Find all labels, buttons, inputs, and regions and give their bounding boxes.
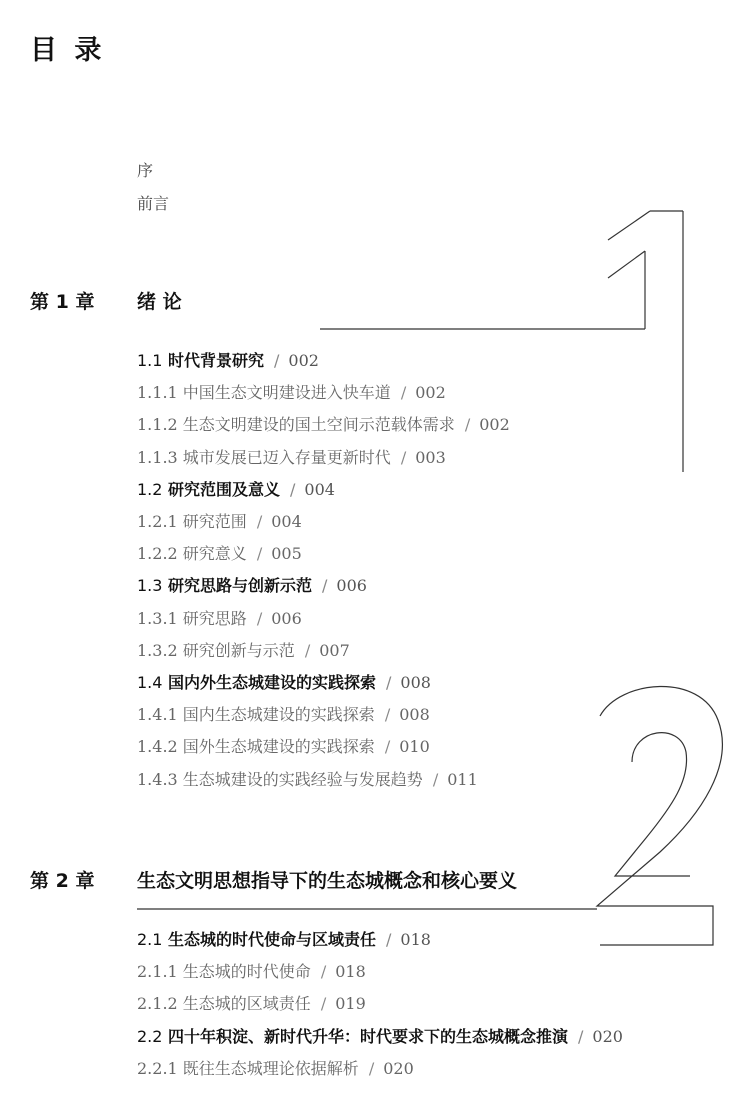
toc-entry-title: 国内生态城建设的实践探索	[177, 705, 375, 725]
chapter-2-title: 生态文明思想指导下的生态城概念和核心要义	[137, 870, 518, 892]
toc-entry-number: 2.1.2	[137, 994, 178, 1014]
toc-entry-page: 010	[399, 737, 430, 757]
toc-entry-number: 1.4.2	[137, 737, 178, 757]
toc-entry[interactable]	[137, 351, 319, 371]
toc-entry-title: 四十年积淀、新时代升华：时代要求下的生态城概念推演	[162, 1026, 569, 1046]
toc-entry-number: 1.1.3	[137, 447, 178, 467]
toc-entry-page: 008	[399, 705, 430, 725]
toc-entry-number: 1.1.2	[137, 415, 178, 435]
toc-entry-page: 018	[335, 962, 366, 982]
toc-entry-title: 生态城的区域责任	[177, 994, 311, 1014]
toc-entry-title: 研究范围及意义	[162, 479, 281, 499]
toc-entry-page: 007	[319, 640, 350, 660]
toc-separator: /	[290, 479, 296, 499]
toc-separator: /	[400, 447, 407, 467]
toc-separator: /	[368, 1058, 375, 1078]
toc-entry-number: 2.2.1	[137, 1058, 178, 1078]
toc-entry-title: 城市发展已迈入存量更新时代	[177, 447, 391, 467]
toc-entry-page: 019	[335, 994, 366, 1014]
chapter-1-title: 绪 论	[137, 291, 182, 313]
toc-separator: /	[304, 640, 311, 660]
chapter-1-number: 第 1 章	[30, 291, 95, 313]
toc-entry-title: 既往生态城理论依据解析	[177, 1058, 359, 1078]
toc-entry-page: 018	[400, 930, 431, 949]
toc-entry-number: 1.3	[137, 576, 163, 596]
front-matter-preface: 序	[137, 161, 154, 180]
toc-entry-page: 020	[592, 1026, 623, 1046]
toc-entry-number: 1.2.2	[137, 544, 178, 564]
toc-entry-title: 研究范围	[177, 512, 247, 531]
toc-separator: /	[384, 705, 391, 725]
toc-separator: /	[320, 962, 327, 982]
toc-entry[interactable]	[137, 383, 446, 403]
toc-entry-title: 时代背景研究	[162, 351, 265, 370]
toc-separator: /	[384, 737, 391, 757]
toc-entry-number: 1.4.1	[137, 705, 178, 725]
toc-entry-number: 1.2.1	[137, 512, 178, 531]
toc-entry-page: 011	[447, 769, 478, 789]
toc-entry-page: 002	[288, 351, 319, 370]
toc-entry[interactable]	[137, 673, 431, 693]
toc-separator: /	[256, 512, 263, 531]
toc-separator: /	[386, 930, 392, 949]
toc-entry-number: 1.2	[137, 479, 163, 499]
toc-entry-title: 国外生态城建设的实践探索	[177, 737, 375, 757]
toc-entry[interactable]	[137, 576, 367, 596]
toc-separator: /	[464, 415, 471, 435]
toc-separator: /	[322, 576, 328, 596]
toc-entry-title: 研究思路	[177, 608, 247, 628]
toc-entry-page: 004	[304, 479, 335, 499]
toc-entry-page: 005	[271, 544, 302, 564]
toc-entry[interactable]	[137, 480, 335, 500]
toc-entry[interactable]	[137, 415, 510, 435]
toc-entry-title: 研究创新与示范	[177, 640, 295, 660]
numeral-two-outline	[137, 686, 722, 945]
toc-entry[interactable]	[137, 512, 302, 532]
toc-entry-number: 1.1.1	[137, 383, 178, 403]
toc-separator: /	[432, 769, 439, 789]
toc-entry[interactable]	[137, 930, 431, 950]
toc-separator: /	[400, 383, 407, 403]
toc-entry-page: 020	[383, 1058, 414, 1078]
toc-entry-page: 006	[336, 576, 367, 596]
toc-entry-title: 生态文明建设的国土空间示范载体需求	[177, 415, 455, 435]
toc-entry[interactable]	[137, 737, 430, 757]
toc-entry-page: 002	[415, 383, 446, 403]
toc-entry-title: 中国生态文明建设进入快车道	[177, 383, 391, 403]
toc-entry-title: 生态城的时代使命与区域责任	[162, 930, 377, 949]
toc-entry-page: 004	[271, 512, 302, 531]
toc-entry-title: 生态城建设的实践经验与发展趋势	[177, 769, 423, 789]
toc-entry-number: 1.1	[137, 351, 163, 370]
toc-entry[interactable]	[137, 705, 430, 725]
toc-separator: /	[274, 351, 280, 370]
page-title: 目 录	[30, 35, 106, 66]
toc-separator: /	[256, 608, 263, 628]
toc-entry-page: 008	[400, 673, 431, 692]
toc-entry[interactable]	[137, 962, 366, 982]
toc-entry-title: 研究意义	[177, 544, 247, 564]
toc-entry-number: 1.3.1	[137, 608, 178, 628]
front-matter-foreword: 前言	[137, 194, 170, 213]
toc-entry-number: 2.1	[137, 930, 163, 949]
toc-entry-number: 1.3.2	[137, 640, 178, 660]
toc-entry[interactable]	[137, 1059, 414, 1079]
toc-separator: /	[578, 1026, 584, 1046]
toc-entry-number: 1.4	[137, 673, 163, 692]
toc-entry[interactable]	[137, 609, 302, 629]
toc-entry-page: 002	[479, 415, 510, 435]
toc-entry[interactable]	[137, 448, 446, 468]
toc-separator: /	[320, 994, 327, 1014]
toc-entry[interactable]	[137, 994, 366, 1014]
toc-entry-number: 1.4.3	[137, 769, 178, 789]
toc-entry-number: 2.1.1	[137, 962, 178, 982]
toc-entry-number: 2.2	[137, 1026, 163, 1046]
toc-entry-title: 研究思路与创新示范	[162, 576, 313, 596]
chapter-2-number: 第 2 章	[30, 870, 95, 892]
toc-entry-title: 国内外生态城建设的实践探索	[162, 673, 377, 692]
toc-entry[interactable]	[137, 544, 302, 564]
toc-entry-title: 生态城的时代使命	[177, 962, 311, 982]
toc-entry-page: 006	[271, 608, 302, 628]
toc-separator: /	[256, 544, 263, 564]
toc-entry-page: 003	[415, 447, 446, 467]
toc-entry[interactable]	[137, 1027, 623, 1047]
toc-entry[interactable]	[137, 641, 350, 661]
toc-separator: /	[386, 673, 392, 692]
toc-entry[interactable]	[137, 770, 478, 790]
